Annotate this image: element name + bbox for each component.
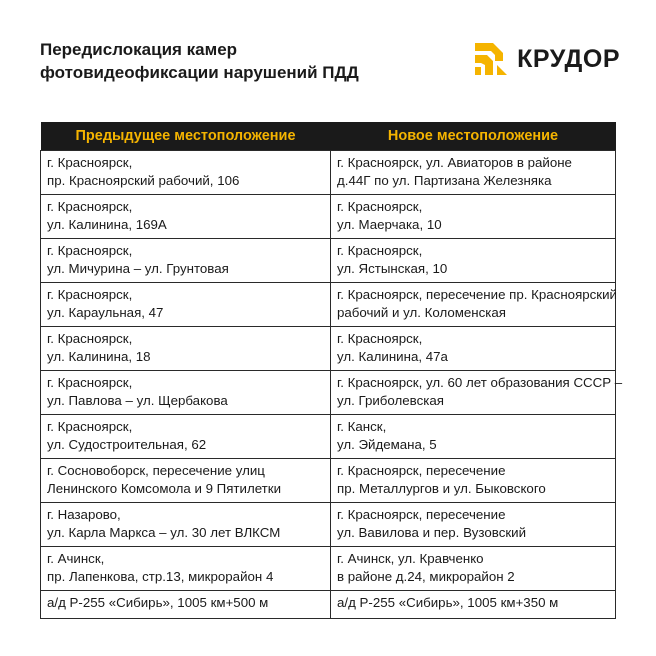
new-location-cell xyxy=(331,238,616,282)
cell-line: г. Красноярск, xyxy=(337,330,423,346)
new-location-cell xyxy=(331,326,616,370)
table-row xyxy=(41,458,616,502)
cell-line: г. Красноярск, пересечение пр. Красноярский xyxy=(337,286,617,302)
cell-line: г. Красноярск, xyxy=(47,374,133,390)
previous-location-cell xyxy=(41,414,331,458)
table-row xyxy=(41,590,616,618)
cell-line: в районе д.24, микрорайон 2 xyxy=(337,568,515,584)
cell-line: ул. Караульная, 47 xyxy=(47,304,164,320)
page-title xyxy=(40,38,359,84)
table-header-row xyxy=(41,122,616,150)
table-row xyxy=(41,238,616,282)
title-line-2: фотовидеофиксации нарушений ПДД xyxy=(40,63,359,82)
cell-line: г. Ачинск, xyxy=(47,550,105,566)
cell-line: ул. Ястынская, 10 xyxy=(337,260,448,276)
new-location-cell xyxy=(331,414,616,458)
cell-line: г. Назарово, xyxy=(47,506,121,522)
table-row xyxy=(41,194,616,238)
cell-line: ул. Судостроительная, 62 xyxy=(47,436,207,452)
cell-line: ул. Вавилова и пер. Вузовский xyxy=(337,524,527,540)
column-header-previous: Предыдущее местоположение xyxy=(41,122,331,150)
cell-line: Ленинского Комсомола и 9 Пятилетки xyxy=(47,480,281,496)
cell-line: г. Красноярск, xyxy=(47,418,133,434)
previous-location-cell xyxy=(41,502,331,546)
previous-location-cell xyxy=(41,194,331,238)
cell-line: ул. Мичурина – ул. Грунтовая xyxy=(47,260,229,276)
previous-location-cell xyxy=(41,326,331,370)
cell-line: пр. Металлургов и ул. Быковского xyxy=(337,480,546,496)
cell-line: г. Красноярск, xyxy=(47,286,133,302)
krudor-logo-icon xyxy=(473,41,509,77)
cell-line: г. Канск, xyxy=(337,418,387,434)
cell-line: ул. Гриболевская xyxy=(337,392,444,408)
column-header-new: Новое местоположение xyxy=(331,122,616,150)
cell-line: г. Сосновоборск, пересечение улиц xyxy=(47,462,265,478)
brand-logo xyxy=(473,38,620,80)
cell-line: ул. Карла Маркса – ул. 30 лет ВЛКСМ xyxy=(47,524,281,540)
cell-line: г. Красноярск, xyxy=(47,154,133,170)
cell-line: а/д Р-255 «Сибирь», 1005 км+500 м xyxy=(47,594,269,610)
previous-location-cell xyxy=(41,370,331,414)
new-location-cell xyxy=(331,370,623,414)
cell-line: г. Красноярск, пересечение xyxy=(337,506,506,522)
previous-location-cell xyxy=(41,282,331,326)
page-header xyxy=(40,36,620,86)
table-row xyxy=(41,502,616,546)
cell-line: г. Красноярск, ул. 60 лет образования СССР – xyxy=(337,374,623,390)
cell-line: г. Красноярск, пересечение xyxy=(337,462,506,478)
cell-line: г. Ачинск, ул. Кравченко xyxy=(337,550,484,566)
cell-line: ул. Павлова – ул. Щербакова xyxy=(47,392,228,408)
cell-line: д.44Г по ул. Партизана Железняка xyxy=(337,172,552,188)
new-location-cell xyxy=(331,458,616,502)
cell-line: ул. Маерчака, 10 xyxy=(337,216,442,232)
relocation-table xyxy=(40,122,623,619)
table-row xyxy=(41,150,616,194)
table-row xyxy=(41,282,616,326)
cell-line: ул. Калинина, 18 xyxy=(47,348,151,364)
previous-location-cell xyxy=(41,546,331,590)
cell-line: г. Красноярск, xyxy=(47,242,133,258)
cell-line: рабочий и ул. Коломенская xyxy=(337,304,506,320)
table-row xyxy=(41,546,616,590)
cell-line: г. Красноярск, xyxy=(337,198,423,214)
cell-line: ул. Эйдемана, 5 xyxy=(337,436,437,452)
previous-location-cell xyxy=(41,590,331,618)
cell-line: г. Красноярск, xyxy=(47,198,133,214)
new-location-cell xyxy=(331,150,616,194)
new-location-cell xyxy=(331,282,616,326)
new-location-cell xyxy=(331,502,616,546)
cell-line: г. Красноярск, xyxy=(337,242,423,258)
cell-line: г. Красноярск, ул. Авиаторов в районе xyxy=(337,154,572,170)
cell-line: г. Красноярск, xyxy=(47,330,133,346)
new-location-cell xyxy=(331,546,616,590)
cell-line: пр. Лапенкова, стр.13, микрорайон 4 xyxy=(47,568,274,584)
previous-location-cell xyxy=(41,150,331,194)
cell-line: пр. Красноярский рабочий, 106 xyxy=(47,172,240,188)
table-row xyxy=(41,370,616,414)
table-row xyxy=(41,326,616,370)
cell-line: ул. Калинина, 47а xyxy=(337,348,448,364)
table-row xyxy=(41,414,616,458)
previous-location-cell xyxy=(41,238,331,282)
new-location-cell xyxy=(331,590,616,618)
cell-line: а/д Р-255 «Сибирь», 1005 км+350 м xyxy=(337,594,559,610)
title-line-1: Передислокация камер xyxy=(40,40,238,59)
cell-line: ул. Калинина, 169А xyxy=(47,216,167,232)
new-location-cell xyxy=(331,194,616,238)
logo-text: КРУДОР xyxy=(517,44,620,73)
previous-location-cell xyxy=(41,458,331,502)
